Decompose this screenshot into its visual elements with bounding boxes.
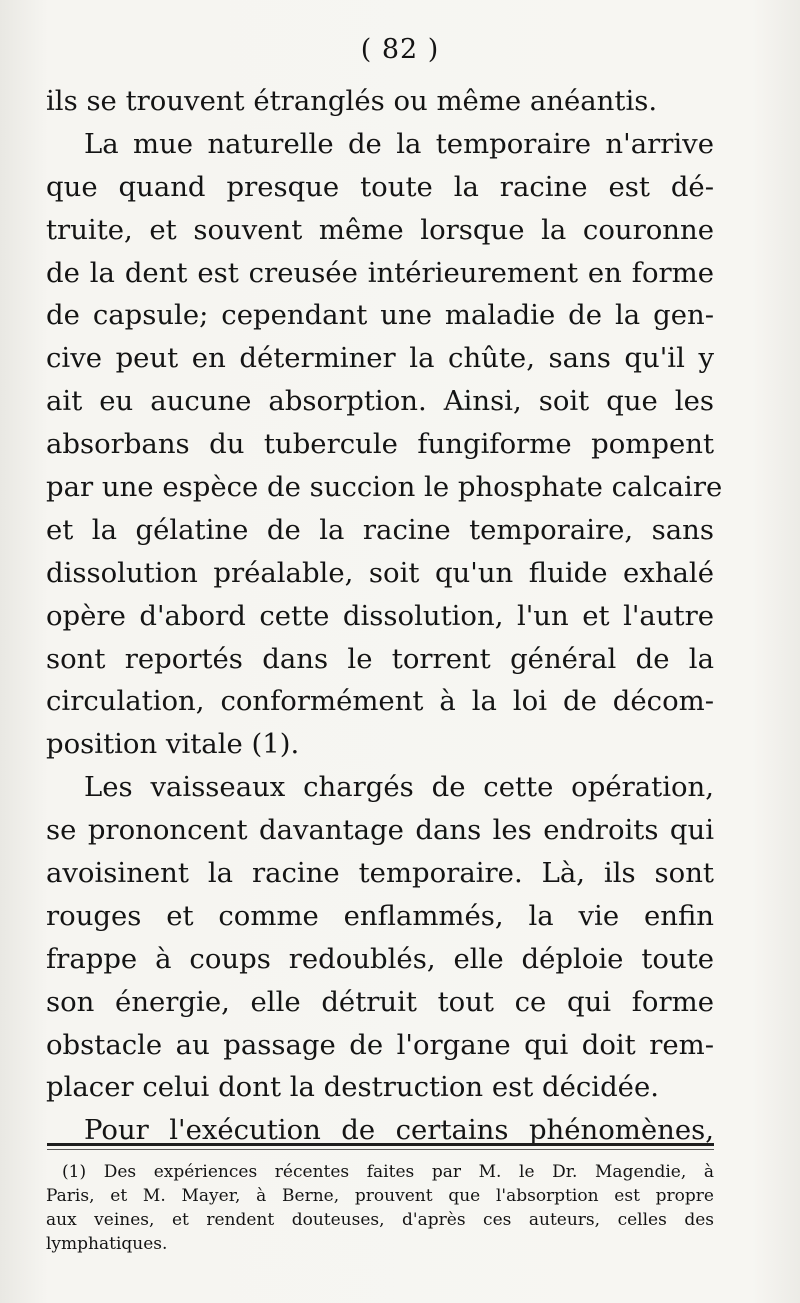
text-line: de la dent est creusée intérieurement en forme — [46, 256, 714, 289]
text-line: son énergie, elle détruit tout ce qui forme — [46, 985, 714, 1018]
text-line: Pour l'exécution de certains phénomènes, — [84, 1114, 714, 1147]
text-line: dissolution préalable, soit qu'un fluide exhalé — [46, 556, 714, 589]
text-line: placer celui dont la destruction est décidée. — [46, 1071, 659, 1104]
text-line: opère d'abord cette dissolution, l'un et l'autre — [46, 599, 714, 632]
footnote-line: (1) Des expériences récentes faites par M. le Dr. Magendie, à — [62, 1162, 714, 1182]
footnote-line: Paris, et M. Mayer, à Berne, prouvent que l'absorption est propre — [46, 1186, 714, 1206]
text-line: que quand presque toute la racine est dé- — [46, 170, 714, 203]
text-line: avoisinent la racine temporaire. Là, ils sont — [46, 857, 714, 890]
body-text — [46, 80, 723, 1152]
page-number: ( 82 ) — [360, 34, 440, 65]
text-line: cive peut en déterminer la chûte, sans qu'il y — [46, 342, 714, 375]
footnote-rule — [47, 1143, 714, 1146]
text-line: absorbans du tubercule fungiforme pompent — [46, 428, 714, 461]
text-line: ils se trouvent étranglés ou même anéantis. — [46, 85, 658, 117]
text-line: frappe à coups redoublés, elle déploie toute — [46, 942, 714, 975]
text-line: obstacle au passage de l'organe qui doit rem- — [46, 1028, 714, 1061]
text-line: La mue naturelle de la temporaire n'arrive — [84, 127, 714, 160]
text-line: ait eu aucune absorption. Ainsi, soit que les — [46, 385, 714, 418]
text-line: et la gélatine de la racine temporaire, sans — [46, 513, 714, 546]
text-line: Les vaisseaux chargés de cette opération, — [84, 771, 714, 804]
text-line: sont reportés dans le torrent général de la — [46, 642, 714, 675]
text-line: position vitale (1). — [46, 728, 300, 761]
footnote-line: aux veines, et rendent douteuses, d'après ces auteurs, celles des — [46, 1210, 714, 1230]
text-line: circulation, conformément à la loi de décom- — [46, 685, 714, 718]
text-line: de capsule; cependant une maladie de la gen- — [46, 299, 714, 332]
footnote — [46, 1160, 714, 1256]
text-line: par une espèce de succion le phosphate calcaire — [46, 471, 723, 504]
footnote-line: lymphatiques. — [46, 1234, 168, 1254]
text-line: rouges et comme enflammés, la vie enfin — [46, 899, 714, 932]
text-line: truite, et souvent même lorsque la couronne — [46, 213, 714, 246]
text-line: se prononcent davantage dans les endroits qui — [46, 814, 714, 847]
footnote-rule-thin — [47, 1149, 714, 1150]
